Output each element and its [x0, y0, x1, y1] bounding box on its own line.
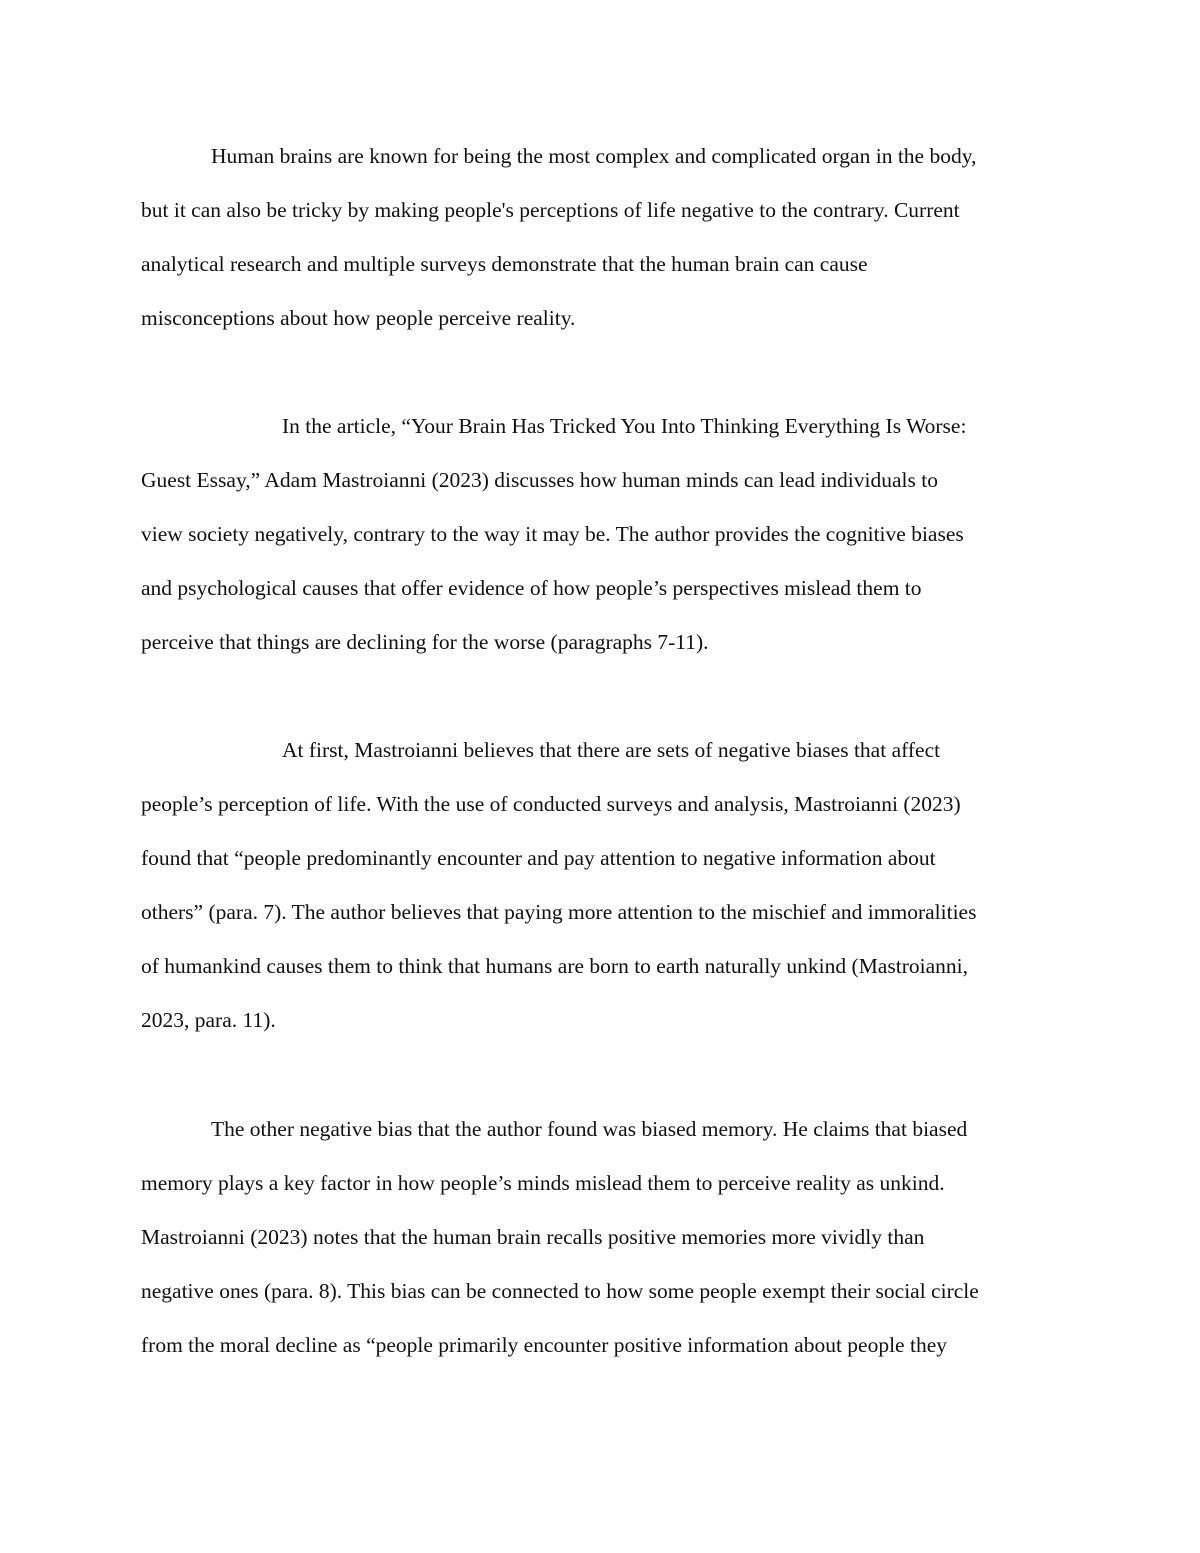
paragraph-3-line-3: found that “people predominantly encounter and pay attention to negative information about: [141, 846, 936, 870]
paragraph-4-line-5: from the moral decline as “people primarily encounter positive information about people they: [141, 1333, 947, 1357]
paragraph-2-line-4: and psychological causes that offer evidence of how people’s perspectives mislead them to: [141, 576, 922, 600]
paragraph-3-line-5: of humankind causes them to think that humans are born to earth naturally unkind (Mastroianni,: [141, 954, 968, 978]
paragraph-3-line-4: others” (para. 7). The author believes that paying more attention to the mischief and immoralities: [141, 900, 977, 924]
paragraph-3-line-6: 2023, para. 11).: [141, 1008, 276, 1032]
paragraph-1-line-4: misconceptions about how people perceive reality.: [141, 306, 576, 330]
paragraph-2-line-1: In the article, “Your Brain Has Tricked You Into Thinking Everything Is Worse:: [282, 414, 967, 438]
paragraph-2-line-2: Guest Essay,” Adam Mastroianni (2023) discusses how human minds can lead individuals to: [141, 468, 938, 492]
paragraph-4-line-2: memory plays a key factor in how people’s minds mislead them to perceive reality as unkind.: [141, 1171, 945, 1195]
paragraph-2-line-5: perceive that things are declining for the worse (paragraphs 7-11).: [141, 630, 709, 654]
paragraph-1-line-1: Human brains are known for being the most complex and complicated organ in the body,: [211, 144, 977, 168]
paragraph-3-line-1: At first, Mastroianni believes that there are sets of negative biases that affect: [282, 738, 941, 762]
paragraph-4-line-4: negative ones (para. 8). This bias can be connected to how some people exempt their social circle: [141, 1279, 979, 1303]
paragraph-4-line-1: The other negative bias that the author found was biased memory. He claims that biased: [211, 1117, 968, 1141]
paragraph-1-line-3: analytical research and multiple surveys demonstrate that the human brain can cause: [141, 252, 868, 276]
paragraph-2-line-3: view society negatively, contrary to the way it may be. The author provides the cognitive biases: [141, 522, 964, 546]
paragraph-1-line-2: but it can also be tricky by making people's perceptions of life negative to the contrary. Current: [141, 198, 960, 222]
paragraph-4-line-3: Mastroianni (2023) notes that the human brain recalls positive memories more vividly than: [141, 1225, 925, 1249]
paragraph-3-line-2: people’s perception of life. With the use of conducted surveys and analysis, Mastroianni (2023): [141, 792, 961, 816]
